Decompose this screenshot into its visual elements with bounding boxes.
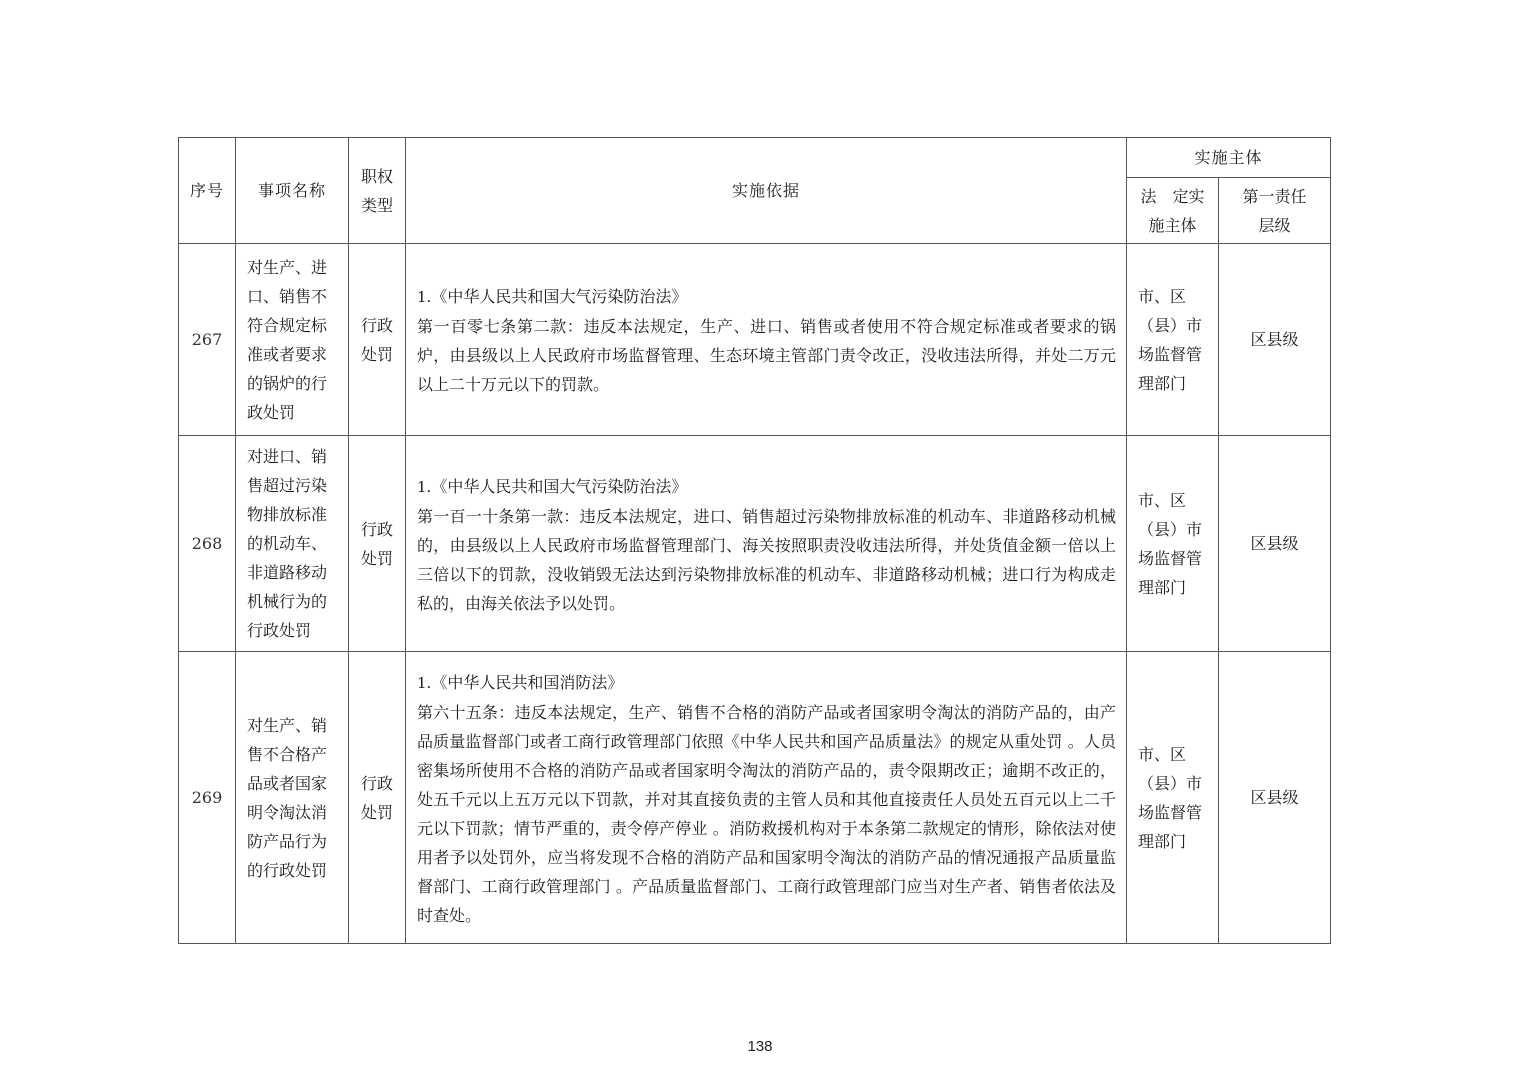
row-power-type: 行政处罚: [349, 436, 406, 652]
row-basis: [406, 244, 1127, 436]
row-responsibility-level: 区县级: [1219, 652, 1331, 944]
row-seq: 269: [179, 652, 236, 944]
header-power-type: 职权类型: [349, 138, 406, 244]
basis-law: [417, 472, 1116, 502]
row-seq: 267: [179, 244, 236, 436]
row-item-name: 对进口、销售超过污染物排放标准的机动车、非道路移动机械行为的行政处罚: [236, 436, 349, 652]
power-list-table: [178, 137, 1331, 944]
header-responsibility-level: 第一责任层级: [1219, 178, 1331, 244]
table-row: [179, 436, 1331, 652]
basis-clause: 第一百一十条第一款：违反本法规定，进口、销售超过污染物排放标准的机动车、非道路移动机械的，由县级以上人民政府市场监督管理部门、海关按照职责没收违法所得，并处货值金额一倍以上三倍以下的罚款，没收销毁无法达到污染物排放标准的机动车、非道路移动机械；进口行为构成走私的，由海关依法予以处罚。: [417, 506, 1116, 613]
row-legal-subject: 市、区（县）市场监督管理部门: [1127, 652, 1219, 944]
basis-law-number: 1.: [417, 673, 432, 692]
row-basis: [406, 652, 1127, 944]
basis-law-title: 《中华人民共和国消防法》: [431, 672, 624, 692]
basis-law-number: 1.: [417, 288, 432, 306]
row-legal-subject: 市、区（县）市场监督管理部门: [1127, 244, 1219, 436]
basis-law-title: 《中华人民共和国大气污染防治法》: [431, 476, 688, 496]
row-power-type: 行政处罚: [349, 244, 406, 436]
row-seq: 268: [179, 436, 236, 652]
header-seq: 序号: [179, 138, 236, 244]
basis-clause: 第一百零七条第二款：违反本法规定，生产、进口、销售或者使用不符合规定标准或者要求的锅炉，由县级以上人民政府市场监督管理、生态环境主管部门责令改正，没收违法所得，并处二万元以上二十万元以下的罚款。: [417, 317, 1116, 394]
row-responsibility-level: 区县级: [1219, 436, 1331, 652]
row-responsibility-level: 区县级: [1219, 244, 1331, 436]
basis-clause: 第六十五条：违反本法规定，生产、销售不合格的消防产品或者国家明令淘汰的消防产品的，由产品质量监督部门或者工商行政管理部门依照《中华人民共和国产品质量法》的规定从重处罚 。人员密集场所使用不合格的消防产品或者国家明令淘汰的消防产品的，责令限期改正；逾期不改正的，处五千元以上五万元以下罚款，并对其直接负责的主管人员和其他直接责任人员处五百元以上二千元以下罚款；情节严重的，责令停产停业 。消防救援机构对于本条第二款规定的情形，除依法对使用者予以处罚外，应当将发现不合格的消防产品和国家明令淘汰的消防产品的情况通报产品质量监督部门、工商行政管理部门 。产品质量监督部门、工商行政管理部门应当对生产者、销售者依法及时查处。: [417, 702, 1116, 925]
basis-law: [417, 282, 1116, 312]
table-row: [179, 652, 1331, 944]
page-number: 138: [747, 1038, 773, 1055]
header-basis: 实施依据: [406, 138, 1127, 244]
basis-law-number: 1.: [417, 477, 432, 496]
basis-law: [417, 668, 1116, 698]
row-power-type: 行政处罚: [349, 652, 406, 944]
row-item-name: 对生产、进口、销售不符合规定标准或者要求的锅炉的行政处罚: [236, 244, 349, 436]
row-legal-subject: 市、区（县）市场监督管理部门: [1127, 436, 1219, 652]
row-item-name: 对生产、销售不合格产品或者国家明令淘汰消防产品行为的行政处罚: [236, 652, 349, 944]
header-legal-subject: 法 定实施主体: [1127, 178, 1219, 244]
header-item-name: 事项名称: [236, 138, 349, 244]
table-row: [179, 244, 1331, 436]
header-subject-group: 实施主体: [1127, 138, 1331, 178]
row-basis: [406, 436, 1127, 652]
basis-law-title: 《中华人民共和国大气污染防治法》: [431, 287, 688, 306]
